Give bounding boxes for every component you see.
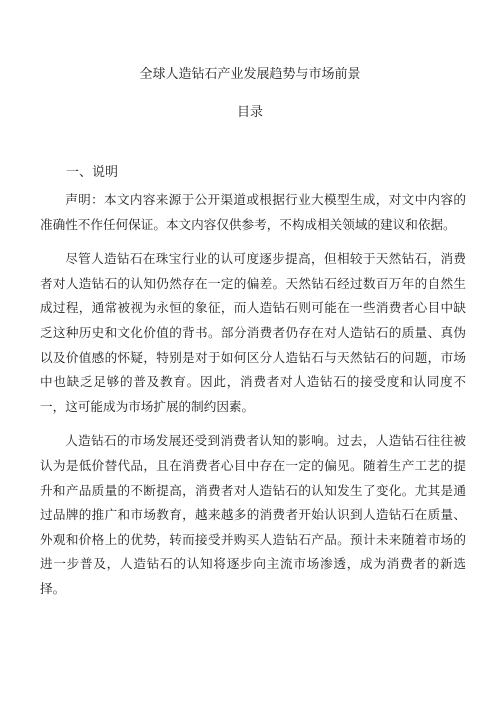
section-heading: 一、说明 [66,165,119,180]
toc-heading: 目录 [236,105,263,120]
body-paragraph: 尽管人造钻石在珠宝行业的认可度逐步提高，但相较于天然钻石，消费者对人造钻石的认知仍然存在一定的偏差。天然钻石经过数百万年的自然生成过程，通常被视为永恒的象征，而人造钻石则可能在一些消费者心目中缺乏这种历史和文化价值的背书。部分消费者仍存在对人造钻石的质量、真伪以及价值感的怀疑，特别是对于如何区分人造钻石与天然钻石的问题，市场中也缺乏足够的普及教育。因此，消费者对人造钻石的接受度和认同度不一，这可能成为市场扩展的制约因素。 [40,251,466,414]
body-paragraph: 人造钻石的市场发展还受到消费者认知的影响。过去，人造钻石往往被认为是低价替代品，且在消费者心目中存在一定的偏见。随着生产工艺的提升和产品质量的不断提高，消费者对人造钻石的认知发生了变化。尤其是通过品牌的推广和市场教育，越来越多的消费者开始认识到人造钻石在质量、外观和价格上的优势，转而接受并购买人造钻石产品。预计未来随着市场的进一步普及，人造钻石的认知将逐步向主流市场渗透，成为消费者的新选择。 [40,433,466,596]
disclaimer-paragraph: 声明：本文内容来源于公开渠道或根据行业大模型生成，对文中内容的准确性不作任何保证。本文内容仅供参考，不构成相关领域的建议和依据。 [40,192,466,232]
document-title: 全球人造钻石产业发展趋势与市场前景 [139,67,361,82]
body-text [40,188,466,612]
